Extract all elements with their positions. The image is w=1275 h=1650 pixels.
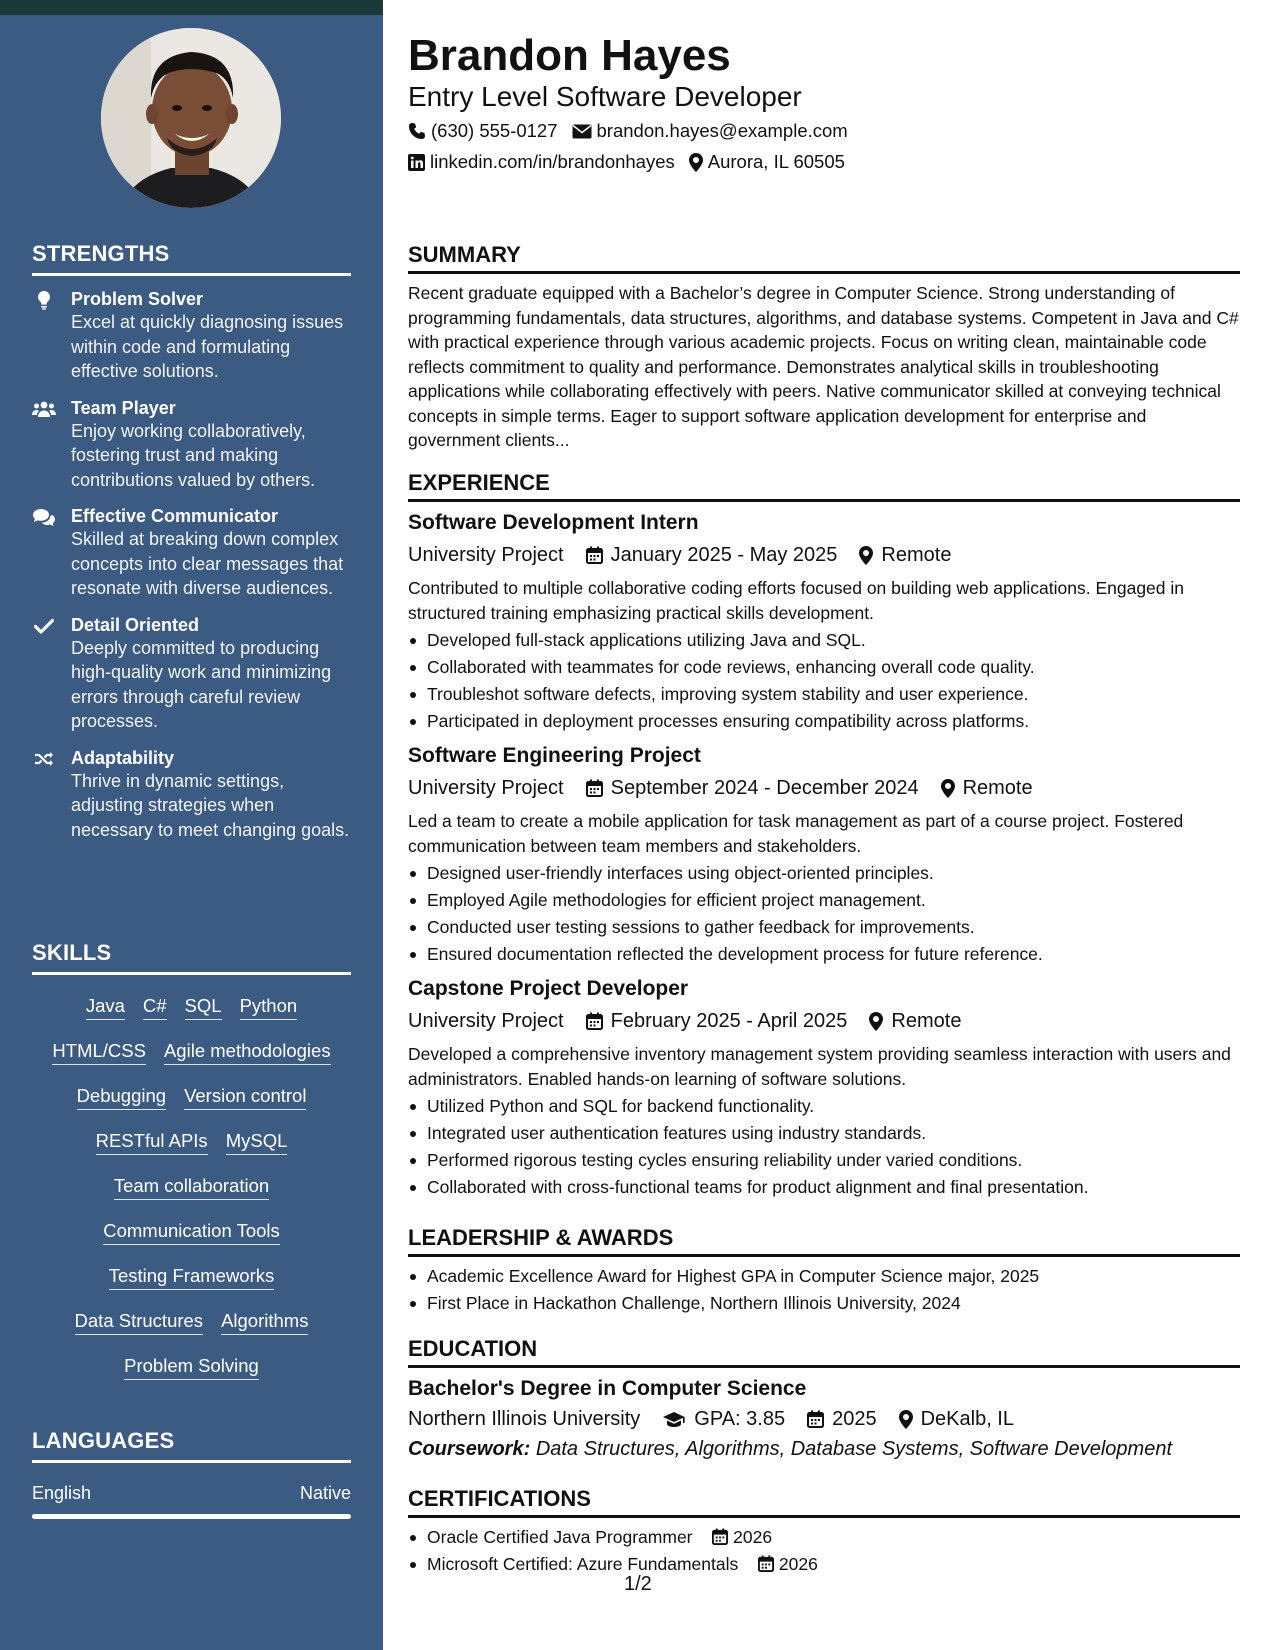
experience-section <box>408 469 1240 1201</box>
skill-tag: SQL <box>185 995 222 1020</box>
strength-item <box>32 614 351 734</box>
certifications-title: CERTIFICATIONS <box>408 1485 1240 1518</box>
strength-item <box>32 747 351 843</box>
summary-title: SUMMARY <box>408 241 1240 274</box>
bullet-item: Ensured documentation reflected the development process for future reference. <box>408 941 1240 968</box>
check-icon <box>32 616 56 636</box>
coursework-list: Data Structures, Algorithms, Database Systems, Software Development <box>535 1438 1173 1460</box>
skill-tag: Version control <box>184 1085 306 1110</box>
job-meta <box>408 1007 1240 1035</box>
certification-item <box>408 1551 1240 1578</box>
certification-year: 2026 <box>778 1554 818 1574</box>
skill-tag: RESTful APIs <box>96 1130 208 1155</box>
skill-tag: MySQL <box>226 1130 288 1155</box>
strength-item <box>32 288 351 384</box>
page-number: 1/2 <box>624 1573 652 1595</box>
bullet-item: Developed full-stack applications utilizing Java and SQL. <box>408 627 1240 654</box>
email-item[interactable] <box>572 120 848 142</box>
job-bullets <box>408 860 1240 968</box>
skill-tag: Communication Tools <box>103 1220 280 1245</box>
award-item: First Place in Hackathon Challenge, Northern Illinois University, 2024 <box>408 1290 1240 1317</box>
linkedin-url[interactable]: linkedin.com/in/brandonhayes <box>430 151 675 172</box>
strength-title: Adaptability <box>71 747 175 768</box>
job-meta <box>408 774 1240 802</box>
strength-description: Enjoy working collaboratively, fostering trust and making contributions valued by others. <box>71 420 316 490</box>
calendar-icon <box>586 546 603 564</box>
job-dates: January 2025 - May 2025 <box>610 544 838 566</box>
skills-title: SKILLS <box>32 940 351 975</box>
language-level: Native <box>299 1483 351 1503</box>
job-title: Software Development Intern <box>408 511 699 534</box>
skill-row <box>32 1030 351 1075</box>
location-item <box>689 151 845 173</box>
linkedin-item[interactable] <box>408 151 675 173</box>
language-name: English <box>32 1483 92 1503</box>
strength-item <box>32 505 351 601</box>
linkedin-icon <box>408 154 425 171</box>
bullet-item: Participated in deployment processes ensuring compatibility across platforms. <box>408 708 1240 735</box>
calendar-icon <box>758 1555 774 1572</box>
graduation-cap-icon <box>662 1411 686 1428</box>
skill-tag: Testing Frameworks <box>109 1265 275 1290</box>
strength-title: Effective Communicator <box>71 506 279 526</box>
experience-title: EXPERIENCE <box>408 469 1240 502</box>
gpa: GPA: 3.85 <box>694 1408 786 1430</box>
job-description: Contributed to multiple collaborative coding efforts focused on building web applications. Engaged in structured training emphasizing practical skills development. <box>408 578 1185 623</box>
job-bullets <box>408 627 1240 735</box>
languages-title: LANGUAGES <box>32 1428 351 1463</box>
location-text: Aurora, IL 60505 <box>707 151 845 172</box>
job-bullets <box>408 1093 1240 1201</box>
map-pin-icon <box>941 779 955 798</box>
phone-item <box>408 120 558 142</box>
sidebar <box>0 0 383 1650</box>
bullet-item: Collaborated with teammates for code reviews, enhancing overall code quality. <box>408 654 1240 681</box>
languages-section <box>32 1428 351 1519</box>
calendar-icon <box>586 1012 603 1030</box>
comments-icon <box>32 507 56 527</box>
bullet-item: Designed user-friendly interfaces using object-oriented principles. <box>408 860 1240 887</box>
job-entry <box>408 743 1240 968</box>
skill-tag: Python <box>240 995 298 1020</box>
map-pin-icon <box>899 1410 913 1429</box>
phone-number: (630) 555-0127 <box>431 120 558 141</box>
certification-name: Oracle Certified Java Programmer <box>427 1527 693 1547</box>
job-title: Software Engineering Project <box>408 744 701 767</box>
certifications-section <box>408 1485 1240 1578</box>
education-section <box>408 1335 1240 1463</box>
map-pin-icon <box>869 1012 883 1031</box>
skills-section <box>32 940 351 1390</box>
job-entry <box>408 510 1240 735</box>
strength-description: Thrive in dynamic settings, adjusting strategies when necessary to meet changing goals. <box>71 770 350 840</box>
strength-description: Excel at quickly diagnosing issues within code and formulating effective solutions. <box>71 312 344 381</box>
skill-row <box>32 1345 351 1390</box>
skill-tag: C# <box>143 995 167 1020</box>
strength-title: Problem Solver <box>71 289 204 309</box>
job-location: Remote <box>962 777 1033 799</box>
skill-tag: Java <box>86 995 125 1020</box>
job-title: Capstone Project Developer <box>408 977 689 1000</box>
skill-row <box>32 1255 351 1300</box>
skill-row <box>32 1300 351 1345</box>
language-proficiency-bar <box>32 1514 351 1519</box>
map-pin-icon <box>859 546 873 565</box>
candidate-name: Brandon Hayes <box>408 31 731 80</box>
email-address[interactable]: brandon.hayes@example.com <box>596 120 848 141</box>
job-org: University Project <box>408 1010 564 1032</box>
skill-row <box>32 1165 351 1210</box>
users-icon <box>32 399 56 419</box>
awards-section <box>408 1224 1240 1317</box>
certification-item <box>408 1524 1240 1551</box>
certification-year: 2026 <box>733 1527 773 1547</box>
strength-description: Deeply committed to producing high-quality work and minimizing errors through careful review processes. <box>71 637 332 731</box>
bullet-item: Troubleshot software defects, improving system stability and user experience. <box>408 681 1240 708</box>
skill-row <box>32 1120 351 1165</box>
skill-tag: HTML/CSS <box>52 1040 146 1065</box>
bullet-item: Collaborated with cross-functional teams for product alignment and final presentation. <box>408 1174 1240 1201</box>
bullet-item: Employed Agile methodologies for efficient project management. <box>408 887 1240 914</box>
job-dates: September 2024 - December 2024 <box>610 777 919 799</box>
award-item: Academic Excellence Award for Highest GPA in Computer Science major, 2025 <box>408 1263 1240 1290</box>
calendar-icon <box>586 779 603 797</box>
shuffle-icon <box>32 749 56 769</box>
awards-list <box>408 1263 1240 1317</box>
contact-line <box>408 120 848 142</box>
skill-row <box>32 1210 351 1255</box>
education-meta <box>408 1405 1240 1433</box>
job-org: University Project <box>408 777 564 799</box>
map-pin-icon <box>689 153 703 172</box>
job-location: Remote <box>881 544 952 566</box>
bullet-item: Conducted user testing sessions to gather feedback for improvements. <box>408 914 1240 941</box>
job-entry <box>408 976 1240 1201</box>
school-location: DeKalb, IL <box>920 1408 1014 1430</box>
phone-icon <box>408 122 426 140</box>
strengths-section <box>32 241 351 842</box>
job-description: Led a team to create a mobile application for task management as part of a course project. Fostered communication between team members and stakeholders. <box>408 811 1184 856</box>
strength-title: Team Player <box>71 397 176 418</box>
envelope-icon <box>572 124 592 139</box>
sidebar-top-bar <box>0 0 383 15</box>
profile-photo <box>101 28 281 208</box>
contact-line <box>408 151 845 173</box>
strength-description: Skilled at breaking down complex concepts into clear messages that resonate with diverse audiences. <box>71 529 344 598</box>
skill-tag: Debugging <box>77 1085 167 1110</box>
bullet-item: Integrated user authentication features using industry standards. <box>408 1120 1240 1147</box>
strengths-title: STRENGTHS <box>32 241 351 276</box>
education-title: EDUCATION <box>408 1335 1240 1368</box>
school-name: Northern Illinois University <box>408 1408 641 1430</box>
certification-name: Microsoft Certified: Azure Fundamentals <box>427 1554 739 1574</box>
awards-title: LEADERSHIP & AWARDS <box>408 1224 1240 1257</box>
skill-row <box>32 1075 351 1120</box>
job-meta <box>408 541 1240 569</box>
skill-row <box>32 985 351 1030</box>
coursework-label: Coursework: <box>408 1438 531 1460</box>
job-dates: February 2025 - April 2025 <box>610 1010 848 1032</box>
candidate-title: Entry Level Software Developer <box>408 81 802 112</box>
certifications-list <box>408 1524 1240 1578</box>
strength-item <box>32 397 351 493</box>
bullet-item: Performed rigorous testing cycles ensuring reliability under varied conditions. <box>408 1147 1240 1174</box>
job-location: Remote <box>891 1010 962 1032</box>
skill-tag: Problem Solving <box>124 1355 259 1380</box>
degree-title: Bachelor's Degree in Computer Science <box>408 1377 807 1400</box>
summary-text: Recent graduate equipped with a Bachelor’s degree in Computer Science. Strong understanding of programming fundamentals, data structures, algorithms, and database systems. Competent in Java and C# with practical experience through various academic projects. Focus on writing clean, maintainable code reflects commitment to quality and performance. Demonstrates analytical skills in troubleshooting applications while collaborating effectively with peers. Native communicator skilled at conveying technical concepts in simple terms. Eager to support software application development for enterprise and government clients... <box>408 283 1239 450</box>
language-item <box>32 1483 351 1504</box>
skill-tag: Algorithms <box>221 1310 308 1335</box>
skill-tag: Agile methodologies <box>164 1040 331 1065</box>
lightbulb-icon <box>32 290 56 310</box>
skills-list <box>32 985 351 1390</box>
skill-tag: Data Structures <box>75 1310 204 1335</box>
bullet-item: Utilized Python and SQL for backend functionality. <box>408 1093 1240 1120</box>
strength-title: Detail Oriented <box>71 614 200 635</box>
coursework <box>408 1435 1240 1463</box>
calendar-icon <box>712 1528 728 1545</box>
skill-tag: Team collaboration <box>114 1175 269 1200</box>
graduation-year: 2025 <box>832 1408 877 1430</box>
job-org: University Project <box>408 544 564 566</box>
job-description: Developed a comprehensive inventory management system providing seamless interaction with users and administrators. Enabled hands-on learning of software solutions. <box>408 1044 1231 1089</box>
summary-section <box>408 241 1240 453</box>
calendar-icon <box>807 1410 824 1428</box>
